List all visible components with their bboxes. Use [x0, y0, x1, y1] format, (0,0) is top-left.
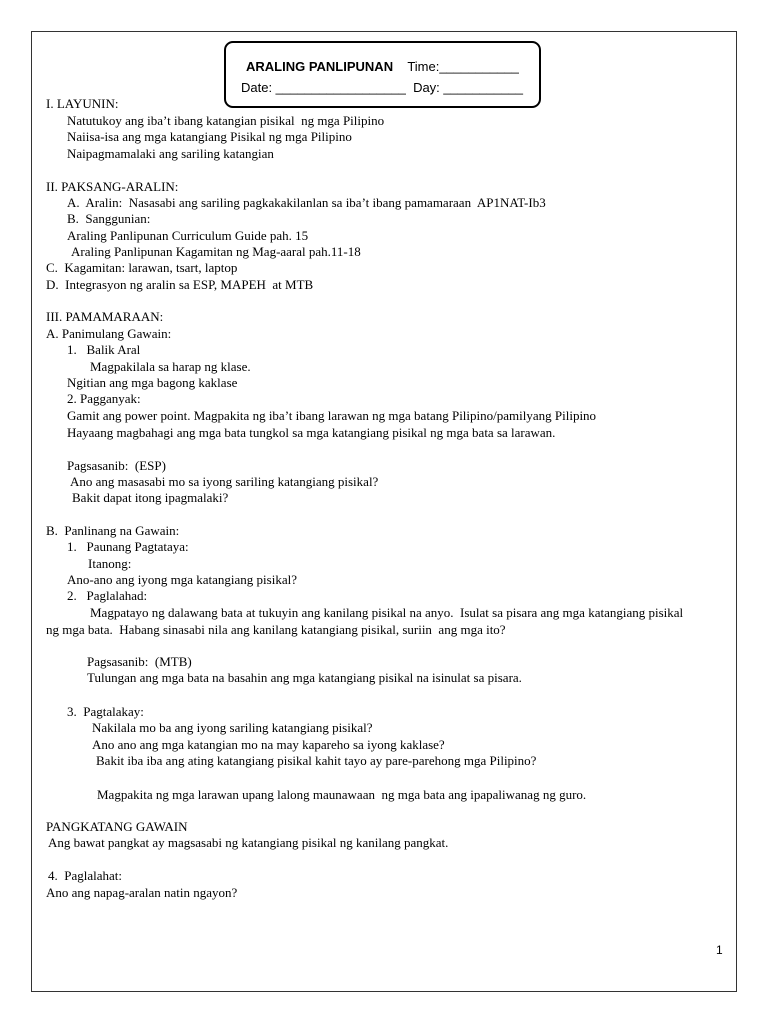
panimulang-heading: A. Panimulang Gawain:	[46, 326, 172, 341]
body-line: Ngitian ang mga bagong kaklase	[67, 375, 238, 390]
kagamitan-line: C. Kagamitan: larawan, tsart, laptop	[46, 260, 238, 275]
aralin-line: A. Aralin: Nasasabi ang sariling pagkakakilanlan sa iba’t ibang pamamaraan AP1NAT-Ib3	[67, 195, 546, 210]
reference-line: Araling Panlipunan Curriculum Guide pah. 15	[67, 228, 309, 243]
paglalahat-heading: 4. Paglalahat:	[48, 868, 123, 883]
body-line: ng mga bata. Habang sinasabi nila ang kanilang katangiang pisikal, suriin ang mga ito?	[46, 622, 506, 637]
paglalahad-heading: 2. Paglalahad:	[67, 588, 148, 603]
layunin-item: Naiisa-isa ang mga katangiang Pisikal ng mga Pilipino	[67, 129, 352, 144]
paunang-pagtataya-heading: 1. Paunang Pagtataya:	[67, 539, 189, 554]
panlinang-heading: B. Panlinang na Gawain:	[46, 523, 180, 538]
pamamaraan-heading: III. PAMAMARAAN:	[46, 309, 164, 324]
body-line: Magpatayo ng dalawang bata at tukuyin ang kanilang pisikal na anyo. Isulat sa pisara ang mga katangiang pisikal	[90, 605, 684, 620]
page-number: 1	[716, 943, 723, 957]
header-row-1	[246, 59, 519, 74]
header-row-2	[241, 80, 523, 95]
paksang-aralin-heading: II. PAKSANG-ARALIN:	[46, 179, 179, 194]
question-line: Ano-ano ang iyong mga katangiang pisikal?	[67, 572, 297, 587]
body-line: Tulungan ang mga bata na basahin ang mga katangiang pisikal na isinulat sa pisara.	[87, 670, 522, 685]
lesson-header-box	[224, 41, 541, 108]
sanggunian-line: B. Sanggunian:	[67, 211, 151, 226]
time-field: Time:___________	[407, 59, 519, 74]
body-line: Hayaang magbahagi ang mga bata tungkol sa mga katangiang pisikal ng mga bata sa larawan.	[67, 425, 556, 440]
question-line: Bakit iba iba ang ating katangiang pisikal kahit tayo ay pare-parehong mga Pilipino?	[96, 753, 537, 768]
date-field: Date: __________________	[241, 80, 406, 95]
question-line: Ano ano ang mga katangian mo na may kapareho sa iyong kaklase?	[92, 737, 445, 752]
pagsasanib-mtb-heading: Pagsasanib: (MTB)	[87, 654, 192, 669]
body-line: Gamit ang power point. Magpakita ng iba’t ibang larawan ng mga batang Pilipino/pamilyang Pilipino	[67, 408, 597, 423]
body-line: Magpakita ng mga larawan upang lalong maunawaan ng mga bata ang ipapaliwanag ng guro.	[97, 787, 587, 802]
layunin-item: Naipagmamalaki ang sariling katangian	[67, 146, 274, 161]
pagsasanib-esp-heading: Pagsasanib: (ESP)	[67, 458, 166, 473]
question-line: Ano ang masasabi mo sa iyong sariling katangiang pisikal?	[70, 474, 379, 489]
question-line: Bakit dapat itong ipagmalaki?	[72, 490, 229, 505]
body-line: Itanong:	[88, 556, 132, 571]
pagganyak-heading: 2. Pagganyak:	[67, 391, 141, 406]
body-line: Ang bawat pangkat ay magsasabi ng katangiang pisikal ng kanilang pangkat.	[48, 835, 449, 850]
body-line: Magpakilala sa harap ng klase.	[90, 359, 251, 374]
layunin-heading: I. LAYUNIN:	[46, 96, 119, 111]
pangkatang-gawain-heading: PANGKATANG GAWAIN	[46, 819, 188, 834]
integrasyon-line: D. Integrasyon ng aralin sa ESP, MAPEH at MTB	[46, 277, 314, 292]
reference-line: Araling Panlipunan Kagamitan ng Mag-aaral pah.11-18	[71, 244, 361, 259]
day-field: Day: ___________	[413, 80, 523, 95]
question-line: Nakilala mo ba ang iyong sariling katangiang pisikal?	[92, 720, 373, 735]
question-line: Ano ang napag-aralan natin ngayon?	[46, 885, 238, 900]
pagtalakay-heading: 3. Pagtalakay:	[67, 704, 144, 719]
balik-aral-heading: 1. Balik Aral	[67, 342, 141, 357]
layunin-item: Natutukoy ang iba’t ibang katangian pisikal ng mga Pilipino	[67, 113, 385, 128]
subject-title: ARALING PANLIPUNAN	[246, 59, 394, 74]
